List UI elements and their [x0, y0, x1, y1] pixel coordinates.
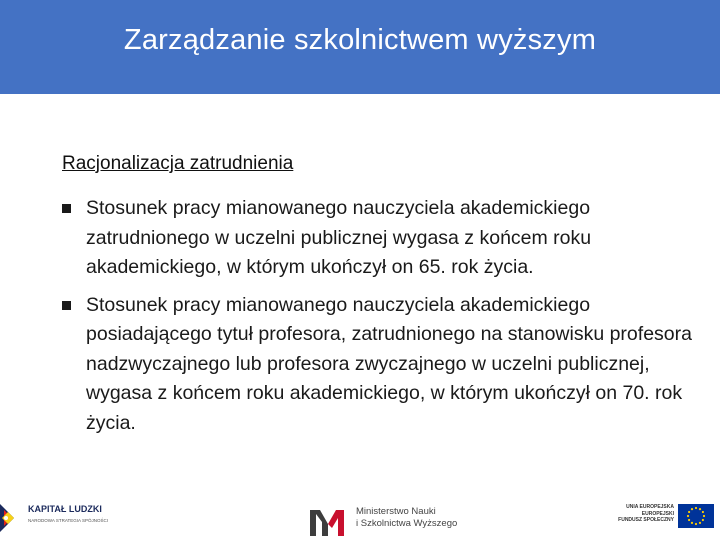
eu-label [618, 504, 674, 524]
eu-label-line2: EUROPEJSKI [641, 510, 674, 517]
ministry-name-line1: Ministerstwo Nauki [356, 506, 436, 517]
eu-label-line1: UNIA EUROPEJSKA [626, 504, 674, 510]
ministry-logo-icon [310, 506, 348, 536]
square-bullet-icon [62, 204, 71, 213]
eu-logo [618, 502, 718, 538]
bullet-item [62, 194, 702, 283]
star-icon [0, 498, 24, 538]
ministry-name-line2: i Szkolnictwa Wyższego [356, 518, 458, 529]
eu-label-line3: FUNDUSZ SPOŁECZNY [618, 517, 674, 523]
square-bullet-icon [62, 301, 71, 310]
ministry-name [356, 506, 457, 530]
bullet-item [62, 291, 702, 439]
bullet-text: Stosunek pracy mianowanego nauczyciela akademickiego zatrudnionego w uczelni publicznej wygasa z końcem roku akademickiego, w którym ukończył on 65. rok życia. [86, 197, 592, 278]
kapital-ludzki-tagline: NARODOWA STRATEGIA SPÓJNOŚCI [28, 518, 109, 523]
slide-header [0, 0, 720, 94]
ministry-logo [310, 506, 460, 540]
bullet-list [62, 194, 702, 446]
footer-logos [0, 496, 720, 540]
kapital-ludzki-logo [0, 498, 130, 538]
kapital-ludzki-name: KAPITAŁ LUDZKI [28, 504, 102, 514]
section-heading: Racjonalizacja zatrudnienia [62, 153, 294, 174]
eu-flag-icon [678, 504, 714, 528]
bullet-text: Stosunek pracy mianowanego nauczyciela akademickiego posiadającego tytuł profesora, zatrudnionego na stanowisku profesora nadzwyczajnego lub profesora zwyczajnego w uczelni publicznej, wygasa z końcem roku akademickiego, w którym ukończył on 70. rok życia. [86, 293, 692, 434]
slide-title: Zarządzanie szkolnictwem wyższym [123, 23, 597, 56]
